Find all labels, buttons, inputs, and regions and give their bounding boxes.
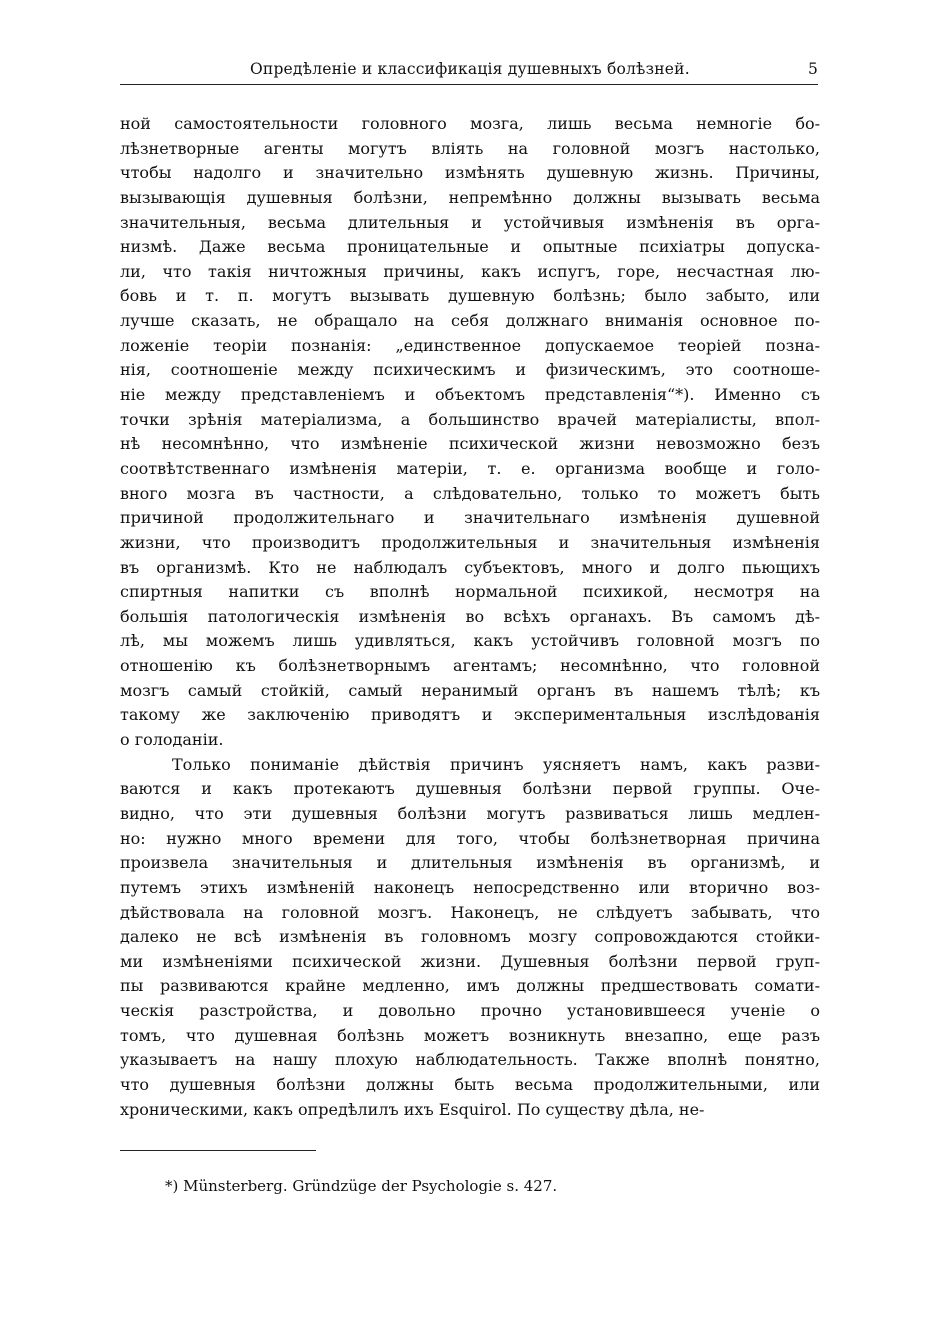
text-line: такому же заключенію приводятъ и экспериментальныя изслѣдованія (120, 705, 820, 725)
text-line: причиной продолжительнаго и значительнаго измѣненія душевной (120, 508, 820, 528)
body-text (120, 112, 820, 1122)
text-line: спиртныя напитки съ вполнѣ нормальной психикой, несмотря на (120, 582, 820, 602)
text-line: но: нужно много времени для того, чтобы болѣзнетворная причина (120, 828, 820, 848)
text-line: ми измѣненіями психической жизни. Душевныя болѣзни первой груп- (120, 951, 820, 971)
text-line: ли, что такія ничтожныя причины, какъ испугъ, горе, несчастная лю- (120, 261, 820, 281)
text-line: въ организмѣ. Кто не наблюдалъ субъектовъ, много и долго пьющихъ (120, 557, 820, 577)
text-line: лѣзнетворные агенты могутъ вліять на головной мозгъ настолько, (120, 138, 820, 158)
text-line: соотвѣтственнаго измѣненія матеріи, т. е. организма вообще и голо- (120, 458, 820, 478)
text-line: мозгъ самый стойкій, самый неранимый органъ въ нашемъ тѣлѣ; къ (120, 680, 820, 700)
text-line: бовь и т. п. могутъ вызывать душевную болѣзнь; было забыто, или (120, 286, 820, 306)
text-line: лѣ, мы можемъ лишь удивляться, какъ устойчивъ головной мозгъ по (120, 631, 820, 651)
text-line: путемъ этихъ измѣненій наконецъ непосредственно или вторично воз- (120, 877, 820, 897)
text-line: значительныя, весьма длительныя и устойчивыя измѣненія въ орга- (120, 212, 820, 232)
footnote-divider (120, 1150, 316, 1151)
text-line: лучше сказать, не обращало на себя должнаго вниманія основное по- (120, 311, 820, 331)
text-line: нѣ несомнѣнно, что измѣненіе психической жизни невозможно безъ (120, 434, 820, 454)
text-line: произвела значительныя и длительныя измѣненія въ организмѣ, и (120, 853, 820, 873)
text-line: вызывающія душевныя болѣзни, непремѣнно должны вызывать весьма (120, 187, 820, 207)
text-line: низмѣ. Даже весьма проницательные и опытные психіатры допуска- (120, 237, 820, 257)
text-line: указываетъ на нашу плохую наблюдательность. Также вполнѣ понятно, (120, 1050, 820, 1070)
paragraph (120, 112, 820, 753)
text-line: что душевныя болѣзни должны быть весьма продолжительными, или (120, 1074, 820, 1094)
text-line: ной самостоятельности головного мозга, лишь весьма немногіе бо- (120, 114, 820, 133)
text-line: ніе между представленіемъ и объектомъ представленія“*). Именно съ (120, 385, 820, 405)
text-line: далеко не всѣ измѣненія въ головномъ мозгу сопровождаются стойки- (120, 927, 820, 947)
text-line: хроническими, какъ опредѣлилъ ихъ Esquirol. По существу дѣла, не- (120, 1099, 705, 1119)
text-line: отношенію къ болѣзнетворнымъ агентамъ; несомнѣнно, что головной (120, 656, 820, 676)
text-line: нія, соотношеніе между психическимъ и физическимъ, это соотноше- (120, 360, 820, 380)
text-line: точки зрѣнія матеріализма, а большинство врачей матеріалисты, впол- (120, 409, 820, 429)
text-line: чтобы надолго и значительно измѣнять душевную жизнь. Причины, (120, 163, 820, 183)
text-line: большія патологическія измѣненія во всѣхъ органахъ. Въ самомъ дѣ- (120, 606, 820, 626)
text-line: ческія разстройства, и довольно прочно установившееся ученіе о (120, 1001, 820, 1021)
running-head (120, 58, 818, 85)
text-line: ложеніе теоріи познанія: „единственное допускаемое теоріей позна- (120, 335, 820, 355)
text-line: жизни, что производитъ продолжительныя и значительныя измѣненія (120, 532, 820, 552)
text-line: о голоданіи. (120, 730, 224, 750)
page-number: 5 (807, 60, 818, 78)
text-line: томъ, что душевная болѣзнь можетъ возникнуть внезапно, еще разъ (120, 1025, 820, 1045)
text-line: Только пониманіе дѣйствія причинъ уясняетъ намъ, какъ разви- (172, 754, 820, 774)
text-line: пы развиваются крайне медленно, имъ должны предшествовать сомати- (120, 976, 820, 996)
paragraph (120, 753, 820, 1123)
running-title: Опредѣленіе и классификація душевныхъ болѣзней. (250, 60, 690, 78)
text-line: вного мозга въ частности, а слѣдовательно, только то можетъ быть (120, 483, 820, 503)
text-line: дѣйствовала на головной мозгъ. Наконецъ, не слѣдуетъ забывать, что (120, 902, 820, 922)
footnote: *) Münsterberg. Gründzüge der Psychologie s. 427. (165, 1177, 558, 1195)
text-line: ваются и какъ протекаютъ душевныя болѣзни первой группы. Оче- (120, 779, 820, 799)
text-line: видно, что эти душевныя болѣзни могутъ развиваться лишь медлен- (120, 803, 820, 823)
